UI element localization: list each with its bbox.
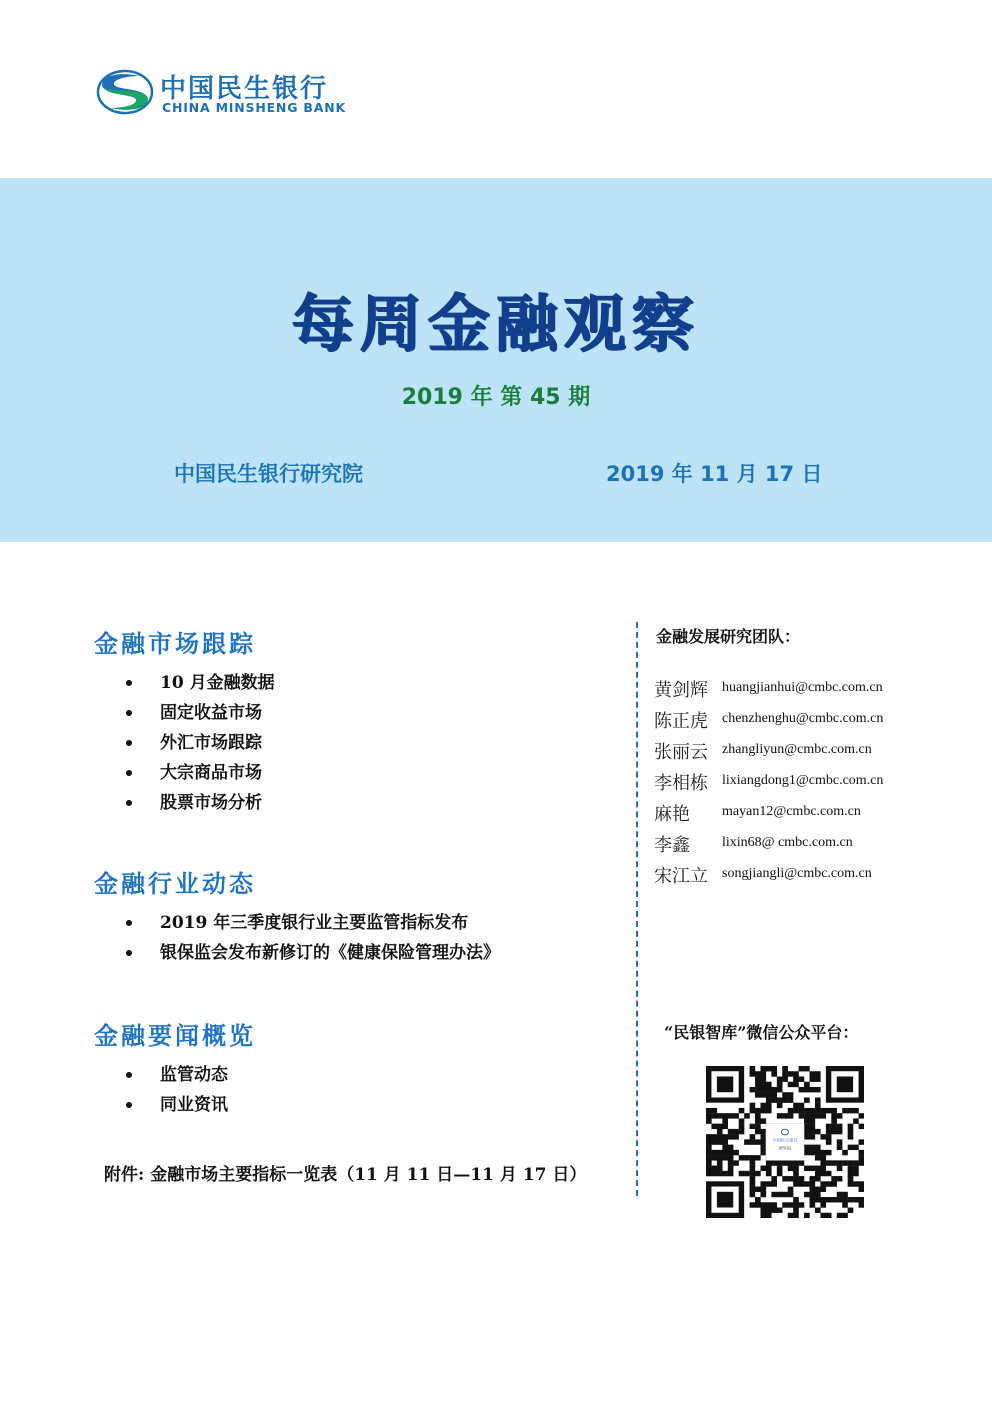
team-member (654, 831, 924, 862)
member-email: songjiangli@cmbc.com.cn (722, 866, 872, 881)
qr-center-label: 中国民生银行 (772, 1137, 798, 1143)
wechat-label: “民银智库”微信公众平台： (664, 1023, 859, 1042)
member-email: huangjianhui@cmbc.com.cn (722, 680, 883, 695)
member-name: 李鑫 (654, 835, 690, 856)
bullet-icon (126, 770, 132, 776)
list-item: 监管动态 (126, 1060, 228, 1090)
team-member (654, 862, 924, 893)
list-item: 10 月金融数据 (126, 668, 275, 698)
report-title: 每周金融观察 (291, 287, 700, 360)
title-banner (0, 178, 992, 542)
institute-name: 中国民生银行研究院 (174, 462, 363, 486)
list-item: 2019 年三季度银行业主要监管指标发布 (126, 908, 500, 938)
member-email: lixiangdong1@cmbc.com.cn (722, 773, 884, 788)
team-list (654, 676, 924, 893)
bullet-icon (126, 1102, 132, 1108)
team-title: 金融发展研究团队： (656, 627, 801, 646)
list-item: 大宗商品市场 (126, 758, 275, 788)
section-list-headlines (126, 1060, 228, 1120)
bullet-icon (126, 740, 132, 746)
section-title-headlines: 金融要闻概览 (94, 1021, 256, 1050)
bank-logo (96, 66, 376, 122)
bank-name-cn: 中国民生银行 (160, 74, 329, 104)
member-name: 陈正虎 (654, 711, 708, 732)
member-name: 黄剑辉 (654, 680, 708, 701)
member-email: mayan12@cmbc.com.cn (722, 804, 861, 819)
section-title-industry-news: 金融行业动态 (94, 869, 256, 898)
team-member (654, 800, 924, 831)
wechat-qr-code-icon (706, 1066, 864, 1218)
team-member (654, 769, 924, 800)
bullet-icon (126, 920, 132, 926)
member-email: chenzhenghu@cmbc.com.cn (722, 711, 884, 726)
bullet-icon (126, 710, 132, 716)
member-name: 张丽云 (654, 742, 708, 763)
attachment-note: 附件: 金融市场主要指标一览表（11 月 11 日—11 月 17 日） (104, 1165, 587, 1185)
column-divider (636, 622, 638, 1196)
team-member (654, 707, 924, 738)
member-name: 麻艳 (654, 804, 690, 825)
bullet-icon (126, 800, 132, 806)
list-item: 外汇市场跟踪 (126, 728, 275, 758)
issue-number: 2019 年 第 45 期 (401, 385, 591, 410)
member-email: zhangliyun@cmbc.com.cn (722, 742, 872, 757)
list-item: 银保监会发布新修订的《健康保险管理办法》 (126, 938, 500, 968)
member-name: 宋江立 (654, 866, 708, 887)
bullet-icon (126, 1072, 132, 1078)
list-item: 同业资讯 (126, 1090, 228, 1120)
bank-name-en: CHINA MINSHENG BANK (162, 100, 346, 115)
team-member (654, 676, 924, 707)
list-item: 固定收益市场 (126, 698, 275, 728)
publish-date: 2019 年 11 月 17 日 (606, 462, 823, 486)
member-name: 李相栋 (654, 773, 708, 794)
section-list-market-tracking (126, 668, 275, 818)
section-list-industry-news (126, 908, 500, 968)
minsheng-bank-logo-icon (96, 68, 154, 116)
team-member (654, 738, 924, 769)
bullet-icon (126, 680, 132, 686)
bullet-icon (126, 950, 132, 956)
section-title-market-tracking: 金融市场跟踪 (94, 629, 256, 658)
member-email: lixin68@ cmbc.com.cn (722, 835, 853, 850)
qr-center-label: 研究院 (778, 1145, 792, 1151)
list-item: 股票市场分析 (126, 788, 275, 818)
